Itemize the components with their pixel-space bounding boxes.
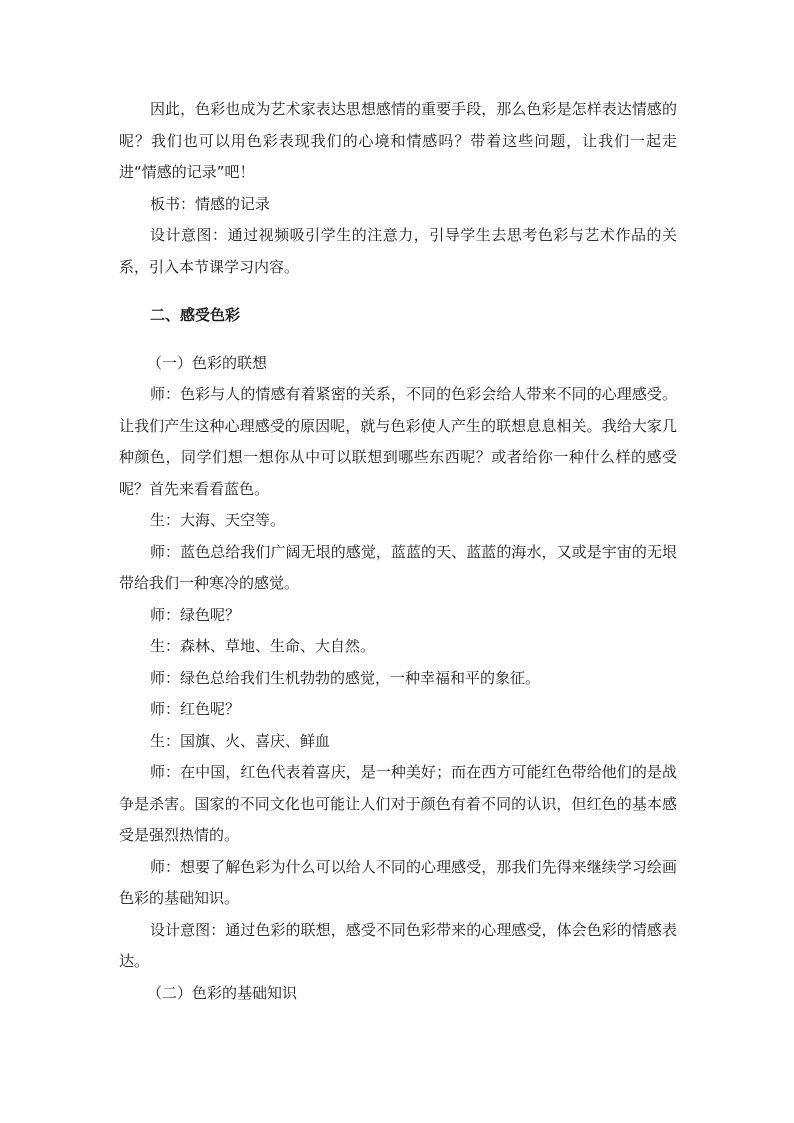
dialogue-paragraph: 师：色彩与人的情感有着紧密的关系，不同的色彩会给人带来不同的心理感受。让我们产生这种心理感受的原因呢，就与色彩使人产生的联想息息相关。我给大家几种颜色，同学们想一想你从中可以联想到哪些东西呢？或者给你一种什么样的感受呢？首先来看看蓝色。 — [119, 385, 677, 498]
spacer — [119, 332, 677, 348]
dialogue-paragraph: 师：红色呢？ — [150, 700, 241, 718]
dialogue-paragraph: 师：在中国，红色代表着喜庆，是一种美好；而在西方可能红色带给他们的是战争是杀害。国家的不同文化也可能让人们对于颜色有着不同的认识，但红色的基本感受是强烈热情的。 — [119, 763, 677, 844]
blackboard-note: 板书：情感的记录 — [150, 194, 271, 213]
design-intent-paragraph: 设计意图：通过视频吸引学生的注意力，引导学生去思考色彩与艺术作品的关系，引入本节课学习内容。 — [119, 226, 677, 276]
section-heading: 二、感受色彩 — [150, 306, 241, 324]
spacer — [119, 283, 677, 300]
document-body — [119, 94, 677, 1009]
dialogue-paragraph: 师：绿色呢？ — [150, 605, 241, 624]
dialogue-paragraph: 师：想要了解色彩为什么可以给人不同的心理感受，那我们先得来继续学习绘画色彩的基础知识。 — [119, 857, 677, 907]
subheading-color-association: （一）色彩的联想 — [147, 353, 268, 372]
dialogue-paragraph: 师：蓝色总给我们广阔无垠的感觉，蓝蓝的天、蓝蓝的海水，又或是宇宙的无垠带给我们一种寒冷的感觉。 — [119, 542, 677, 592]
dialogue-paragraph: 生：森林、草地、生命、大自然。 — [150, 637, 376, 655]
dialogue-paragraph: 生：大海、天空等。 — [150, 511, 286, 529]
intro-paragraph: 因此，色彩也成为艺术家表达思想感情的重要手段，那么色彩是怎样表达情感的呢？我们也可以用色彩表现我们的心境和情感吗？带着这些问题，让我们一起走进“情感的记录”吧！ — [119, 100, 677, 181]
subheading-color-basics: （二）色彩的基础知识 — [147, 983, 298, 1002]
dialogue-paragraph: 师：绿色总给我们生机勃勃的感觉，一种幸福和平的象征。 — [150, 668, 541, 687]
design-intent-paragraph: 设计意图：通过色彩的联想，感受不同色彩带来的心理感受，体会色彩的情感表达。 — [119, 920, 677, 970]
dialogue-paragraph: 生：国旗、火、喜庆、鲜血 — [150, 731, 331, 750]
